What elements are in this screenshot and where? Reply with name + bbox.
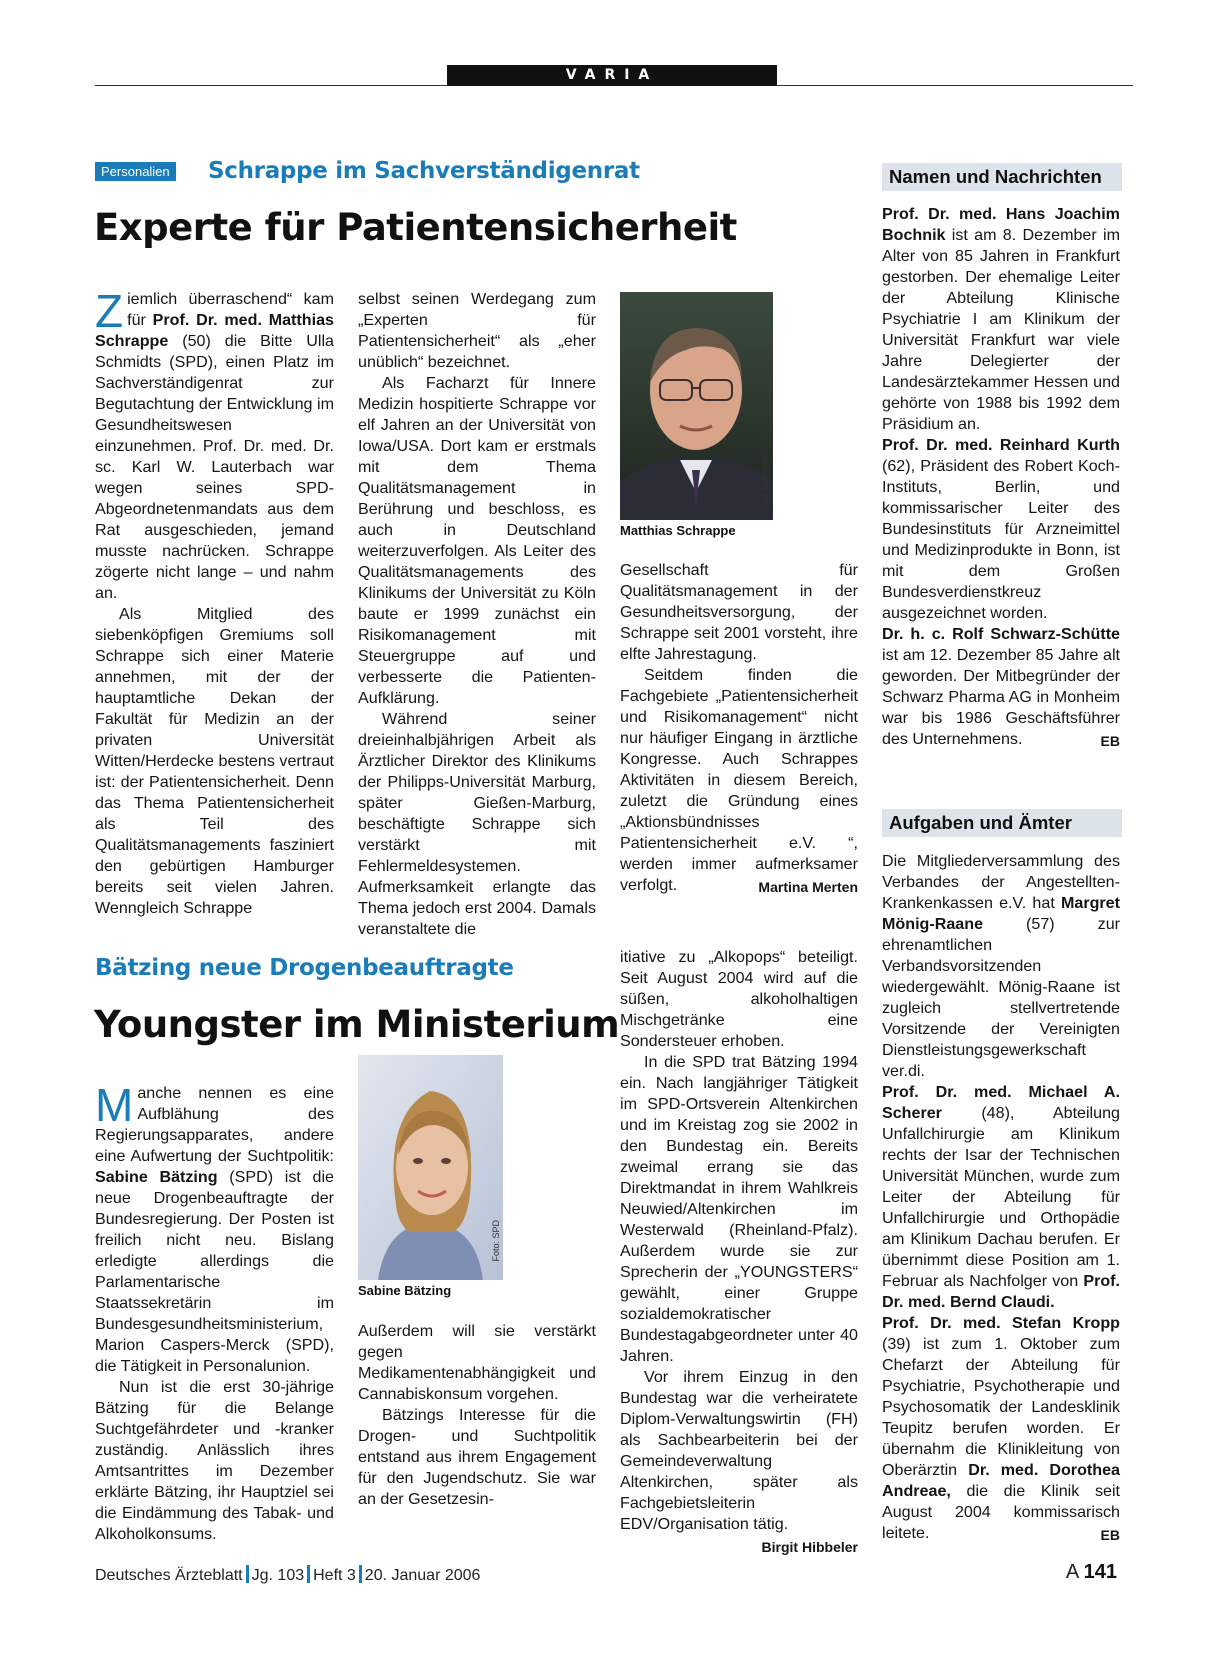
sidebar-duties-offices: Die Mitgliederversammlung des Verbandes der Angestellten-Krankenkassen e.V. hat Margret Mönig-Raane (57) zur ehrenamtlichen Verbandsvorsitzenden wiedergewählt. Mönig-Raane ist zugleich stellvertretende Vorsitzende der Vereinigten Dienstleistungsgewerkschaft ver.di. Prof. Dr. med. Michael A. Scherer (48), Abteilung Unfallchirurgie am Klinikum rechts der Isar der Technischen Universität München, wurde zum Leiter der Abteilung für Unfallchirurgie und Orthopädie am Klinikum Dachau berufen. Er übernimmt diese Position am 1. Februar als Nachfolger von Prof. Dr. med. Bernd Claudi. Prof. Dr. med. Stefan Kropp (39) ist zum 1. Oktober zum Chefarzt der Abteilung für Psychiatrie, Psychotherapie und Psychosomatik der Landesklinik Teupitz berufen worden. Er übernahm die Klinikleitung von Oberärztin Dr. med. Dorothea Andreae, die die Klinik seit August 2004 kommissarisch leitete. EB [882,851,1120,1546]
photo-caption: Matthias Schrappe [620,523,736,538]
sidebar-heading-duties: Aufgaben und Ämter [882,809,1122,837]
article2-column-1: Manche nennen es eine Aufblähung des Regierungsapparates, andere eine Aufwertung der Suchtpolitik: Sabine Bätzing (SPD) ist die neue Drogenbeauftragte der Bundesregierung. Der Posten ist freilich nicht neu. Bislang erledigte allerdings die Parlamentarische Staatssekretärin im Bundesgesundheitsministerium, Marion Caspers-Merck (SPD), die Tätigkeit in Personalunion. Nun ist die erst 30-jährige Bätzing für die Belange Suchtgefährdeter und -kranker zuständig. Anlässlich ihres Amtsantrittes im Dezember erklärte Bätzing, ihr Hauptziel sei die Eindämmung des Tabak- und Alkoholkonsums. [95,1079,335,1543]
separator [246,1565,249,1583]
separator [307,1565,310,1583]
portrait-photo-schrappe [620,292,773,520]
photo-credit: Foto: SPD [491,1220,501,1262]
page-number: A 141 [1065,1561,1117,1583]
person-name: Sabine Bätzing [95,1168,218,1186]
author-byline: Martina Merten [758,879,858,895]
drop-cap: M [95,1079,134,1131]
sidebar-heading-names: Namen und Nachrichten [882,163,1122,191]
author-byline: EB [1100,1527,1120,1543]
drop-cap: Z [95,285,124,337]
article2-column-2: Außerdem will sie verstärkt gegen Medikamentenabhängigkeit und Cannabiskonsum vorgehen. Bätzings Interesse für die Drogen- und Suchtpolitik entstand aus ihrem Engagement für den Jugendschutz. Sie war an der Gesetzesin- [358,1322,596,1508]
journal-name: Deutsches Ärzteblatt [95,1567,243,1584]
person-name: Prof. Dr. med. Matthias Schrappe [95,311,334,350]
article1-column-3: Gesellschaft für Qualitätsmanagement in der Gesundheitsversorgung, der Schrappe seit 2001 vorsteht, ihre elfte Jahrestagung. Seitdem finden die Fachgebiete „Patientensicherheit und Risikomanagement“ nicht nur häufiger Eingang in ärztliche Kongresse. Auch Schrappes Aktivitäten in diesem Bereich, zuletzt die Gründung eines „Aktionsbündnisses Patientensicherheit e.V. “, werden immer aufmerksamer verfolgt. Martina Merten [620,560,858,898]
author-byline: EB [1100,733,1120,749]
sidebar-names-news: Prof. Dr. med. Hans Joachim Bochnik ist am 8. Dezember im Alter von 85 Jahren in Frankfurt gestorben. Der ehemalige Leiter der Abteilung Klinische Psychiatrie I am Klinikum der Universität Frankfurt war viele Jahre Delegierter der Landesärztekammer Hessen und gehörte von 1988 bis 1992 dem Präsidium an. Prof. Dr. med. Reinhard Kurth (62), Präsident des Robert Koch-Instituts, Berlin, und kommissarischer Leiter des Bundesinstituts für Arzneimittel und Medizinprodukte in Bonn, ist mit dem Großen Bundesverdienstkreuz ausgezeichnet worden. Dr. h. c. Rolf Schwarz-Schütte ist am 12. Dezember 85 Jahre alt geworden. Der Mitbegründer der Schwarz Pharma AG in Monheim war bis 1986 Geschäftsführer des Unternehmens. EB [882,204,1120,752]
portrait-photo-baetzing [358,1055,503,1280]
article2-column-3: itiative zu „Alkopops“ beteiligt. Seit August 2004 wird auf die süßen, alkoholhaltigen Mischgetränke eine Sondersteuer erhoben. In die SPD trat Bätzing 1994 ein. Nach langjähriger Tätigkeit im SPD-Ortsverein Altenkirchen und im Kreistag zog sie 2002 in den Bundestag ein. Bereits zweimal errang sie das Direktmandat in ihrem Wahlkreis Neuwied/Altenkirchen im Westerwald (Rheinland-Pfalz). Außerdem wurde sie zur Sprecherin der „YOUNGSTERS“ gewählt, einer Gruppe sozialdemokratischer Bundestagabgeordneter unter 40 Jahren. Vor ihrem Einzug in den Bundestag war die verheiratete Diplom-Verwaltungswirtin (FH) als Sachbearbeiterin bei der Gemeindeverwaltung Altenkirchen, später als Fachgebietsleiterin EDV/Organisation tätig. Birgit Hibbeler [620,947,858,1558]
issue: Heft 3 [313,1567,356,1584]
article1-column-1: Ziemlich überraschend“ kam für Prof. Dr. med. Matthias Schrappe (50) die Bitte Ulla Schmidts (SPD), einen Platz im Sachverständigenrat zur Begutachtung der Entwicklung im Gesundheitswesen einzunehmen. Prof. Dr. med. Dr. sc. Karl W. Lauterbach war wegen seines SPD-Abgeordnetenmandats aus dem Rat ausgeschieden, jemand musste nachrücken. Schrappe zögerte nicht lange – und nahm an. Als Mitglied des siebenköpfigen Gremiums soll Schrappe sich einer Materie annehmen, mit der der hauptamtliche Dekan der Fakultät für Medizin an der privaten Universität Witten/Herdecke bestens vertraut ist: der Patientensicherheit. Denn das Thema Patientensicherheit als Teil des Qualitätsmanagements fasziniert den gebürtigen Hamburger bereits seit vielen Jahren. Wenngleich Schrappe [95,285,334,917]
article2-kicker: Bätzing neue Drogenbeauftragte [95,955,514,981]
footer-citation [95,1565,480,1585]
article1-headline: Experte für Patientensicherheit [94,206,737,249]
article-tag: Personalien [95,163,176,181]
photo-credit: Foto: Bernhard Eifrig [760,430,770,514]
author-byline: Birgit Hibbeler [761,1539,858,1555]
issue-date: 20. Januar 2006 [364,1567,481,1584]
section-label: VARIA [447,65,777,86]
photo-caption: Sabine Bätzing [358,1283,452,1298]
volume: Jg. 103 [251,1567,305,1584]
separator [359,1565,362,1583]
article2-headline: Youngster im Ministerium [94,1003,620,1046]
article1-kicker: Schrappe im Sachverständigenrat [208,158,640,184]
article1-column-2: selbst seinen Werdegang zum „Experten für Patientensicherheit“ als „eher unüblich“ bezeichnet. Als Facharzt für Innere Medizin hospitierte Schrappe vor elf Jahren an der Universität von Iowa/USA. Dort kam er erstmals mit dem Thema Qualitätsmanagement in Berührung und beschloss, es auch in Deutschland weiterzuverfolgen. Als Leiter des Qualitätsmanagements des Klinikums der Universität zu Köln baute er 1999 zunächst ein Risikomanagement mit Steuergruppe auf und verbesserte die Patienten-Aufklärung. Während seiner dreieinhalbjährigen Arbeit als Ärztlicher Direktor des Klinikums der Philipps-Universität Marburg, später Gießen-Marburg, beschäftigte Schrappe sich verstärkt mit Fehlermeldesystemen. Aufmerksamkeit erlangte das Thema jedoch erst 2004. Damals veranstaltete die [358,290,596,938]
